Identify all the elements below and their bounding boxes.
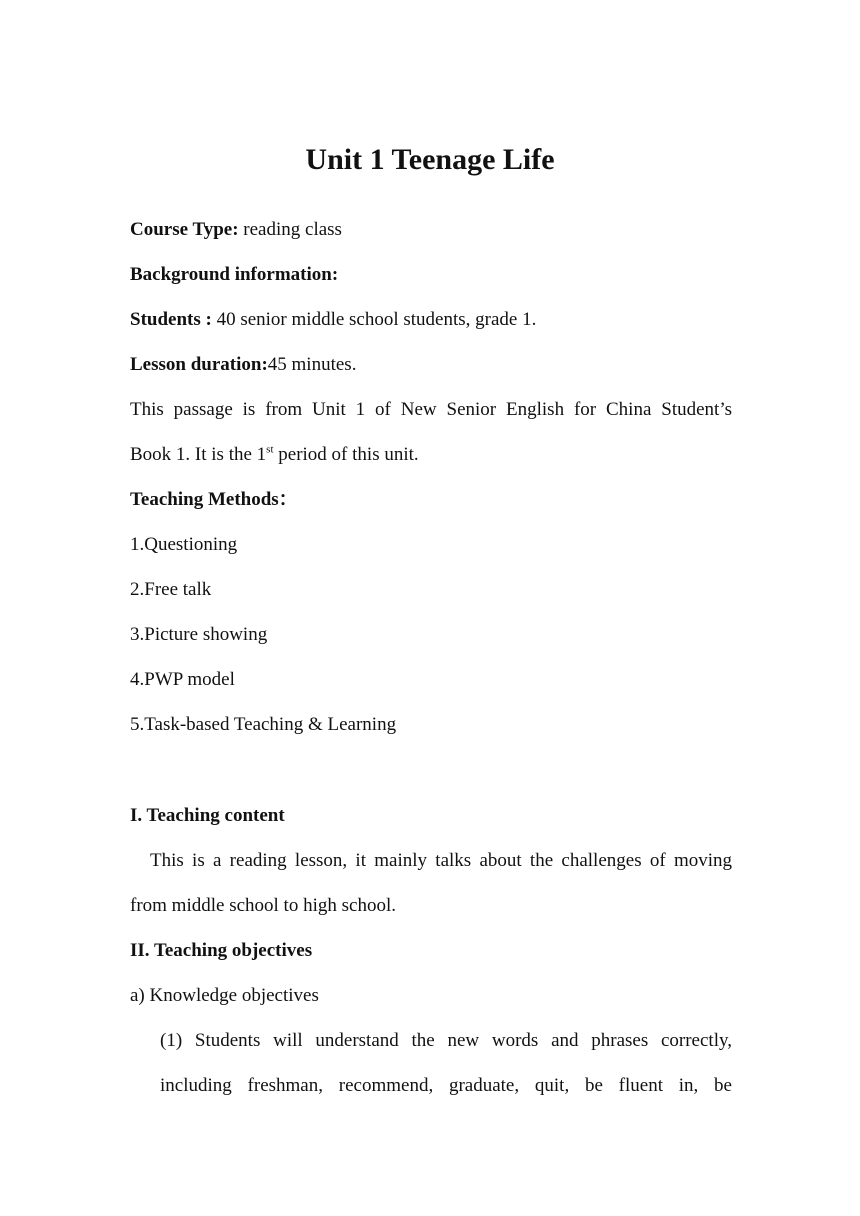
knowledge-objectives-heading: a) Knowledge objectives	[130, 985, 319, 1006]
passage-line-2: Book 1. It is the 1st period of this unit.	[130, 443, 419, 465]
course-type-label: Course Type:	[130, 219, 239, 240]
method-item: 2.Free talk	[130, 579, 212, 600]
students-label: Students :	[130, 309, 212, 330]
method-item: 3.Picture showing	[130, 624, 268, 645]
students-value: 40 senior middle school students, grade 1.	[216, 309, 537, 330]
course-type-line	[130, 218, 732, 242]
methods-heading: Teaching Methods：	[130, 489, 298, 510]
objective-1-line-1: (1) Students will understand the new words and phrases correctly,	[160, 1030, 732, 1051]
duration-line	[130, 353, 732, 377]
method-item: 4.PWP model	[130, 669, 235, 690]
section-1-line-2: from middle school to high school.	[130, 895, 396, 916]
objective-1-line-2: including freshman, recommend, graduate, quit, be fluent in, be	[160, 1075, 732, 1096]
students-line	[130, 308, 732, 332]
duration-value: 45 minutes.	[267, 354, 357, 375]
method-item: 5.Task-based Teaching & Learning	[130, 714, 397, 735]
section-1-heading: I. Teaching content	[130, 805, 285, 826]
passage-line-1: This passage is from Unit 1 of New Senior English for China Student’s	[130, 399, 732, 420]
duration-label: Lesson duration:	[130, 354, 268, 375]
course-type-value: reading class	[243, 219, 342, 240]
page-title: Unit 1 Teenage Life	[305, 143, 555, 176]
method-item: 1.Questioning	[130, 534, 238, 555]
section-2-heading: II. Teaching objectives	[130, 940, 313, 961]
section-1-line-1: This is a reading lesson, it mainly talks about the challenges of moving	[150, 850, 732, 871]
background-heading: Background information:	[130, 264, 339, 285]
